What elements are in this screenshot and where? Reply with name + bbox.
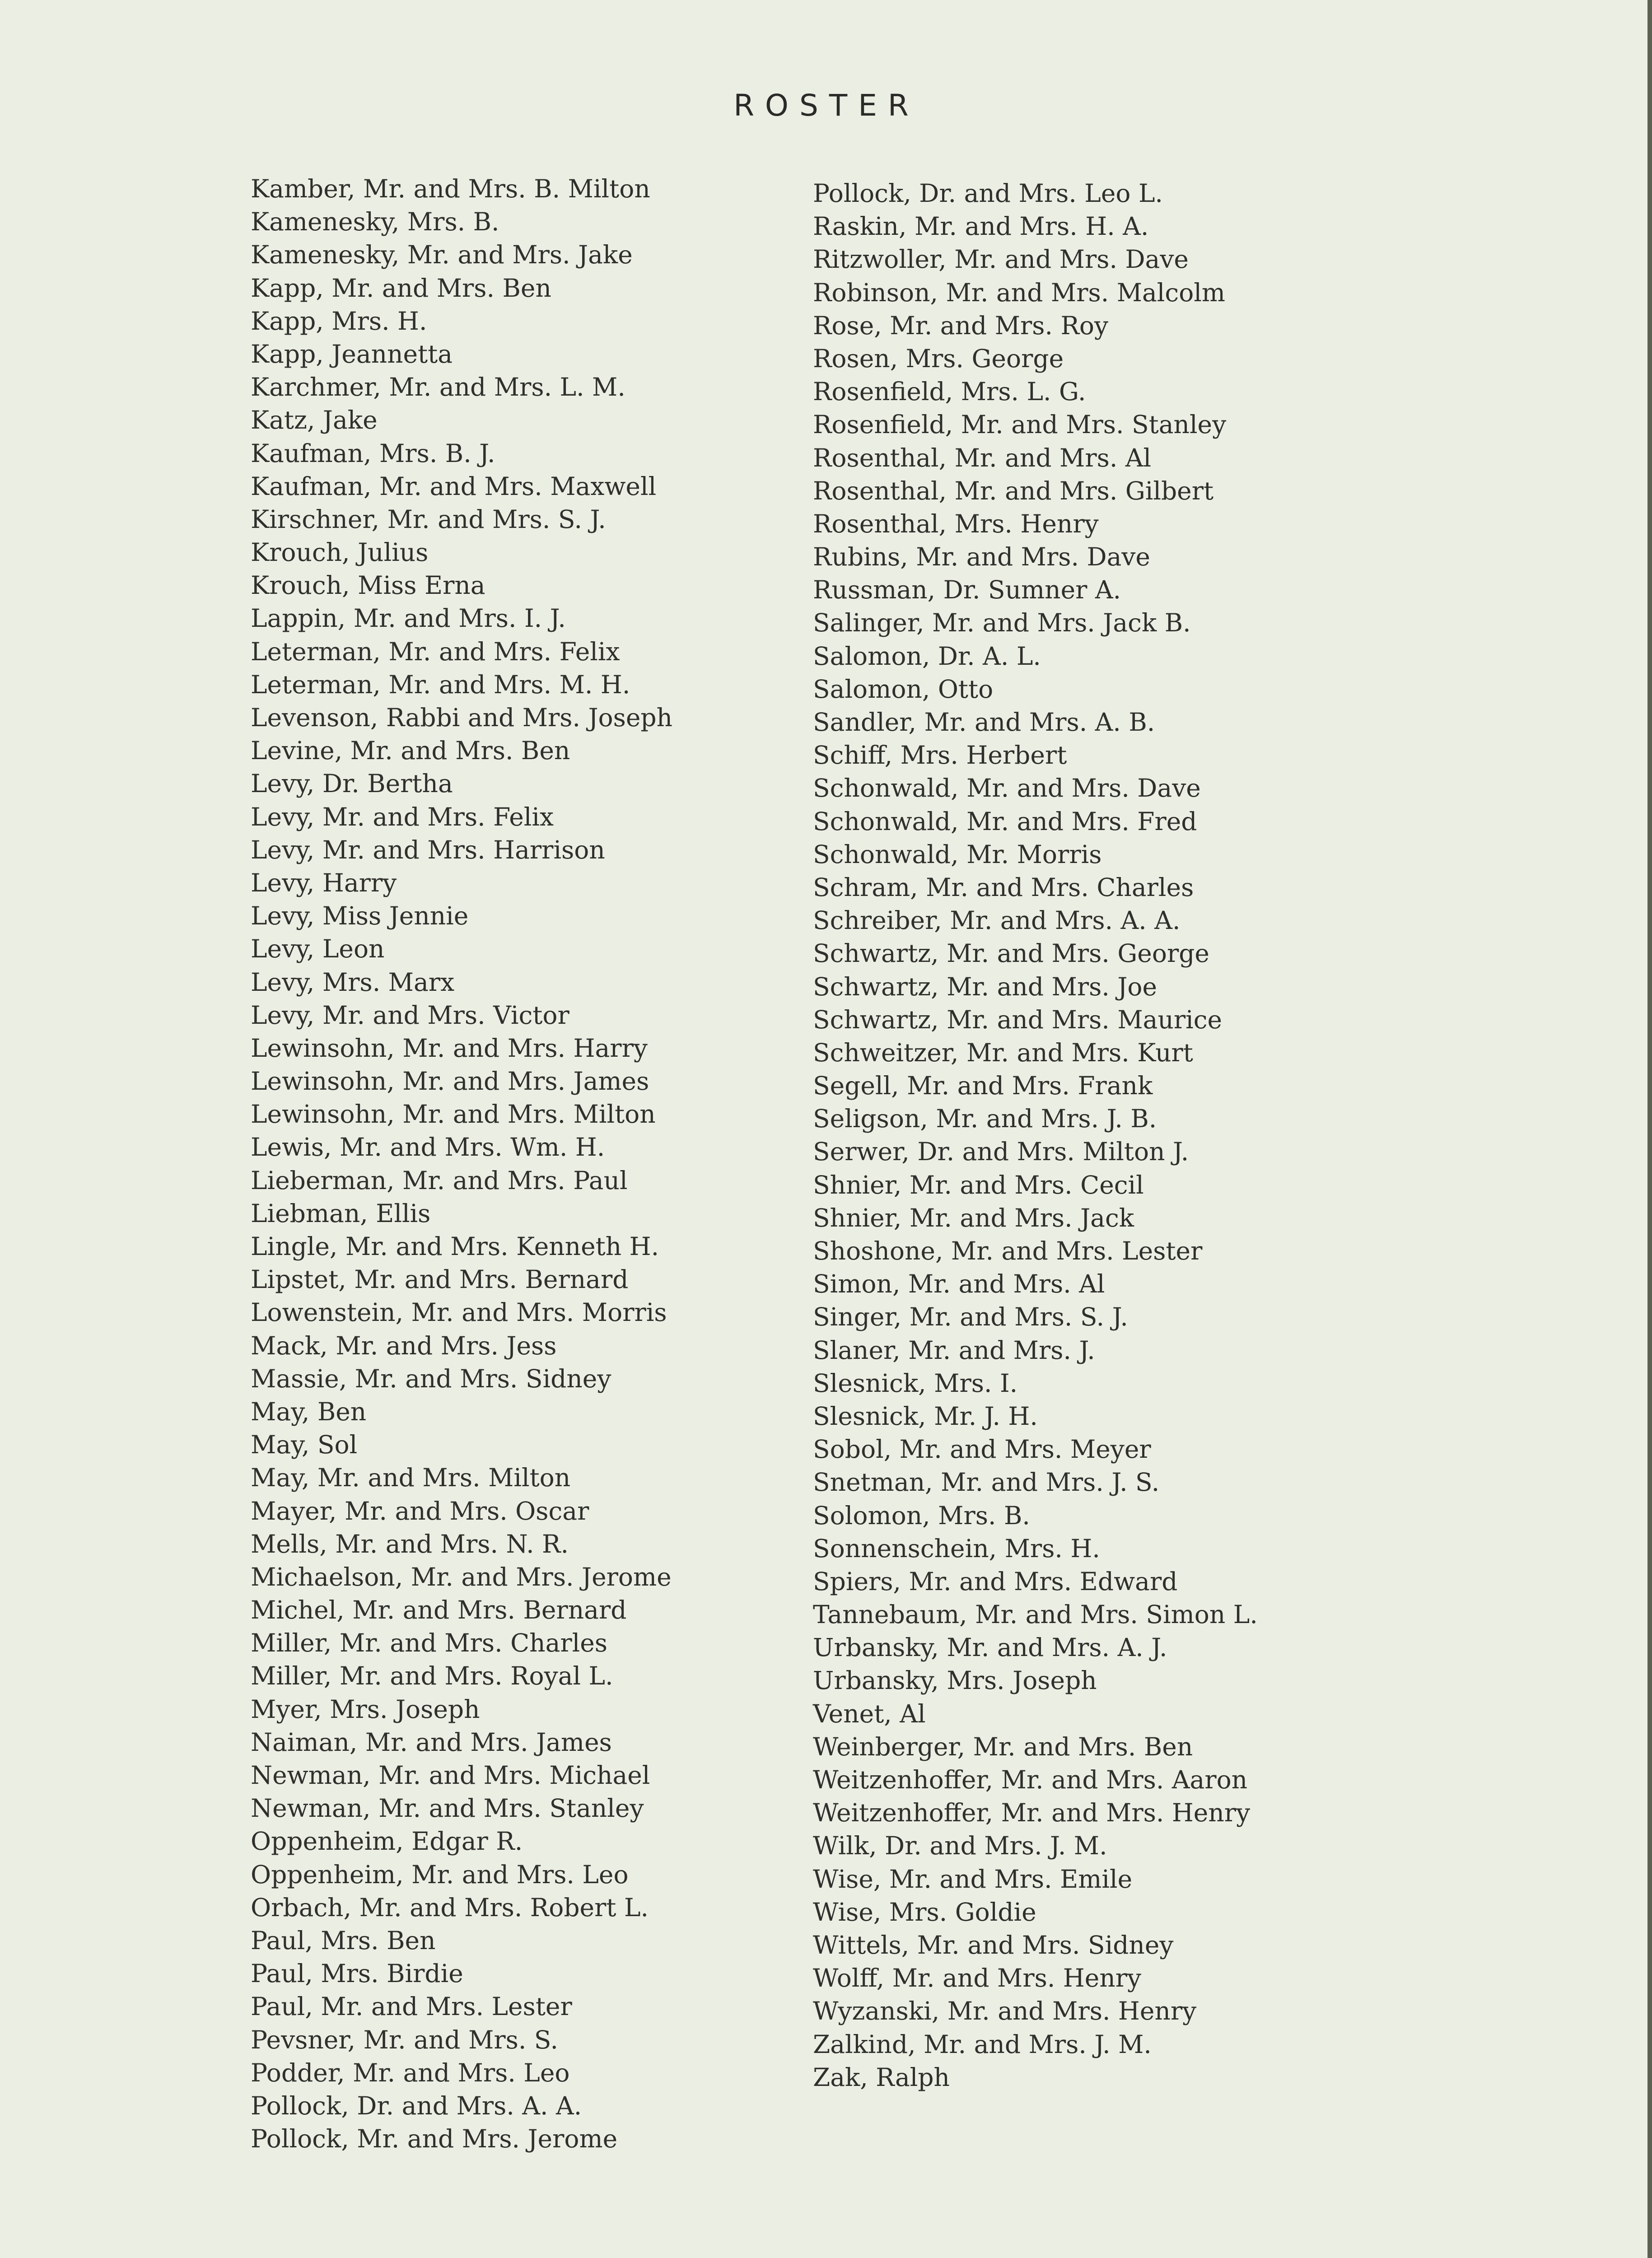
roster-entry: Sobol, Mr. and Mrs. Meyer: [813, 1435, 1151, 1464]
roster-entry: Shnier, Mr. and Mrs. Cecil: [813, 1170, 1144, 1199]
roster-entry: Krouch, Julius: [251, 538, 429, 567]
roster-entry: Venet, Al: [813, 1699, 926, 1728]
roster-entry: Paul, Mrs. Ben: [251, 1926, 436, 1955]
roster-entry: Rubins, Mr. and Mrs. Dave: [813, 542, 1150, 572]
roster-entry: Levy, Leon: [251, 934, 385, 964]
roster-entry: Lewinsohn, Mr. and Mrs. Harry: [251, 1033, 648, 1063]
roster-entry: Sandler, Mr. and Mrs. A. B.: [813, 708, 1155, 737]
roster-entry: Wolff, Mr. and Mrs. Henry: [813, 1964, 1142, 1993]
roster-entry: Urbansky, Mr. and Mrs. A. J.: [813, 1633, 1167, 1662]
roster-entry: Kamenesky, Mr. and Mrs. Jake: [251, 240, 633, 270]
roster-entry: Orbach, Mr. and Mrs. Robert L.: [251, 1893, 649, 1922]
roster-entry: Rosen, Mrs. George: [813, 344, 1064, 373]
roster-entry: Katz, Jake: [251, 406, 378, 435]
roster-entry: Mells, Mr. and Mrs. N. R.: [251, 1529, 569, 1558]
roster-entry: Salomon, Otto: [813, 674, 994, 704]
roster-entry: Segell, Mr. and Mrs. Frank: [813, 1071, 1153, 1101]
roster-entry: Schwartz, Mr. and Mrs. Maurice: [813, 1005, 1223, 1034]
roster-entry: Paul, Mrs. Birdie: [251, 1959, 463, 1988]
roster-entry: Miller, Mr. and Mrs. Charles: [251, 1628, 608, 1658]
roster-entry: Sonnenschein, Mrs. H.: [813, 1534, 1100, 1563]
roster-entry: Rosenfield, Mr. and Mrs. Stanley: [813, 410, 1227, 439]
roster-entry: Kaufman, Mrs. B. J.: [251, 439, 495, 468]
roster-entry: Lappin, Mr. and Mrs. I. J.: [251, 604, 566, 633]
roster-entry: Solomon, Mrs. B.: [813, 1501, 1030, 1530]
roster-entry: Miller, Mr. and Mrs. Royal L.: [251, 1661, 613, 1691]
roster-entry: Kamenesky, Mrs. B.: [251, 207, 499, 237]
roster-entry: Snetman, Mr. and Mrs. J. S.: [813, 1468, 1160, 1497]
roster-entry: Schiff, Mrs. Herbert: [813, 741, 1067, 770]
roster-entry: Levenson, Rabbi and Mrs. Joseph: [251, 703, 673, 732]
roster-entry: Massie, Mr. and Mrs. Sidney: [251, 1364, 611, 1393]
roster-entry: Levy, Mr. and Mrs. Harrison: [251, 835, 605, 864]
roster-entry: Salinger, Mr. and Mrs. Jack B.: [813, 608, 1191, 638]
roster-entry: Levy, Mrs. Marx: [251, 967, 455, 997]
roster-entry: Wise, Mr. and Mrs. Emile: [813, 1864, 1133, 1894]
roster-entry: Pevsner, Mr. and Mrs. S.: [251, 2025, 559, 2054]
roster-entry: Weitzenhoffer, Mr. and Mrs. Aaron: [813, 1765, 1248, 1794]
roster-entry: Kaufman, Mr. and Mrs. Maxwell: [251, 471, 657, 501]
roster-entry: Schweitzer, Mr. and Mrs. Kurt: [813, 1038, 1193, 1067]
roster-entry: Robinson, Mr. and Mrs. Malcolm: [813, 278, 1226, 307]
roster-entry: May, Ben: [251, 1397, 367, 1426]
roster-entry: Oppenheim, Mr. and Mrs. Leo: [251, 1860, 629, 1889]
roster-entry: Michaelson, Mr. and Mrs. Jerome: [251, 1562, 672, 1591]
roster-entry: Weinberger, Mr. and Mrs. Ben: [813, 1732, 1193, 1761]
roster-entry: Singer, Mr. and Mrs. S. J.: [813, 1302, 1128, 1332]
roster-entry: Weitzenhoffer, Mr. and Mrs. Henry: [813, 1798, 1251, 1828]
roster-entry: Shoshone, Mr. and Mrs. Lester: [813, 1236, 1203, 1265]
roster-entry: Michel, Mr. and Mrs. Bernard: [251, 1596, 627, 1625]
roster-entry: Schonwald, Mr. and Mrs. Fred: [813, 807, 1197, 836]
roster-entry: Mayer, Mr. and Mrs. Oscar: [251, 1496, 589, 1526]
roster-entry: Ritzwoller, Mr. and Mrs. Dave: [813, 245, 1189, 274]
roster-entry: Serwer, Dr. and Mrs. Milton J.: [813, 1137, 1189, 1166]
roster-entry: Lowenstein, Mr. and Mrs. Morris: [251, 1298, 667, 1327]
roster-entry: Leterman, Mr. and Mrs. M. H.: [251, 670, 630, 699]
roster-entry: Rose, Mr. and Mrs. Roy: [813, 311, 1109, 340]
roster-entry: Shnier, Mr. and Mrs. Jack: [813, 1203, 1134, 1232]
roster-entry: Kirschner, Mr. and Mrs. S. J.: [251, 504, 606, 534]
roster-entry: Simon, Mr. and Mrs. Al: [813, 1269, 1105, 1299]
roster-entry: Zalkind, Mr. and Mrs. J. M.: [813, 2029, 1152, 2059]
roster-entry: Lewinsohn, Mr. and Mrs. Milton: [251, 1100, 656, 1129]
roster-entry: Levy, Dr. Bertha: [251, 769, 453, 798]
roster-entry: Newman, Mr. and Mrs. Stanley: [251, 1794, 644, 1823]
roster-entry: Salomon, Dr. A. L.: [813, 641, 1041, 671]
page-edge-right: [1647, 0, 1652, 2258]
roster-entry: Schram, Mr. and Mrs. Charles: [813, 872, 1194, 902]
roster-entry: Lewinsohn, Mr. and Mrs. James: [251, 1067, 649, 1096]
roster-entry: Levy, Miss Jennie: [251, 901, 469, 931]
roster-entry: Schwartz, Mr. and Mrs. George: [813, 939, 1209, 968]
roster-entry: Zak, Ralph: [813, 2062, 950, 2092]
roster-column-right: [813, 177, 1258, 2094]
roster-entry: Kapp, Mrs. H.: [251, 306, 427, 336]
roster-entry: Levy, Mr. and Mrs. Victor: [251, 1000, 569, 1030]
roster-entry: Podder, Mr. and Mrs. Leo: [251, 2058, 570, 2087]
roster-entry: Leterman, Mr. and Mrs. Felix: [251, 637, 620, 666]
roster-entry: Rosenthal, Mr. and Mrs. Al: [813, 443, 1152, 472]
roster-column-left: [251, 173, 672, 2155]
roster-entry: Seligson, Mr. and Mrs. J. B.: [813, 1104, 1157, 1134]
roster-entry: Slesnick, Mrs. I.: [813, 1368, 1018, 1398]
roster-entry: Russman, Dr. Sumner A.: [813, 575, 1121, 605]
roster-entry: Wise, Mrs. Goldie: [813, 1897, 1036, 1927]
roster-entry: Schreiber, Mr. and Mrs. A. A.: [813, 906, 1181, 935]
roster-entry: Myer, Mrs. Joseph: [251, 1694, 480, 1724]
roster-entry: Naiman, Mr. and Mrs. James: [251, 1727, 612, 1757]
roster-entry: Levine, Mr. and Mrs. Ben: [251, 736, 570, 765]
roster-entry: May, Mr. and Mrs. Milton: [251, 1463, 571, 1493]
roster-entry: Pollock, Dr. and Mrs. Leo L.: [813, 179, 1163, 208]
roster-entry: Mack, Mr. and Mrs. Jess: [251, 1331, 557, 1360]
roster-entry: Karchmer, Mr. and Mrs. L. M.: [251, 373, 625, 402]
roster-entry: Pollock, Mr. and Mrs. Jerome: [251, 2124, 618, 2154]
roster-entry: Kapp, Mr. and Mrs. Ben: [251, 273, 551, 303]
roster-entry: Rosenthal, Mr. and Mrs. Gilbert: [813, 476, 1214, 505]
roster-entry: Liebman, Ellis: [251, 1199, 431, 1228]
roster-entry: Schonwald, Mr. and Mrs. Dave: [813, 774, 1201, 803]
roster-entry: Oppenheim, Edgar R.: [251, 1827, 523, 1856]
roster-entry: Wyzanski, Mr. and Mrs. Henry: [813, 1997, 1197, 2026]
roster-entry: Wittels, Mr. and Mrs. Sidney: [813, 1930, 1174, 1959]
roster-entry: Slesnick, Mr. J. H.: [813, 1401, 1038, 1431]
roster-entry: Spiers, Mr. and Mrs. Edward: [813, 1567, 1178, 1596]
roster-entry: Schwartz, Mr. and Mrs. Joe: [813, 972, 1157, 1001]
roster-entry: Rosenfield, Mrs. L. G.: [813, 377, 1086, 406]
roster-entry: May, Sol: [251, 1430, 358, 1460]
roster-entry: Slaner, Mr. and Mrs. J.: [813, 1335, 1095, 1365]
roster-entry: Schonwald, Mr. Morris: [813, 840, 1102, 869]
roster-entry: Levy, Mr. and Mrs. Felix: [251, 802, 554, 831]
roster-entry: Lieberman, Mr. and Mrs. Paul: [251, 1166, 628, 1195]
roster-entry: Lingle, Mr. and Mrs. Kenneth H.: [251, 1232, 659, 1261]
roster-entry: Urbansky, Mrs. Joseph: [813, 1666, 1097, 1695]
roster-entry: Tannebaum, Mr. and Mrs. Simon L.: [813, 1600, 1258, 1629]
roster-entry: Kamber, Mr. and Mrs. B. Milton: [251, 174, 650, 203]
roster-entry: Pollock, Dr. and Mrs. A. A.: [251, 2091, 582, 2120]
roster-entry: Raskin, Mr. and Mrs. H. A.: [813, 212, 1149, 241]
roster-entry: Levy, Harry: [251, 868, 397, 897]
page-title: ROSTER: [733, 88, 919, 123]
roster-entry: Rosenthal, Mrs. Henry: [813, 509, 1099, 538]
roster-entry: Paul, Mr. and Mrs. Lester: [251, 1992, 572, 2021]
roster-entry: Newman, Mr. and Mrs. Michael: [251, 1761, 650, 1790]
roster-entry: Krouch, Miss Erna: [251, 571, 485, 600]
roster-entry: Kapp, Jeannetta: [251, 339, 453, 369]
roster-entry: Lipstet, Mr. and Mrs. Bernard: [251, 1265, 629, 1294]
roster-entry: Lewis, Mr. and Mrs. Wm. H.: [251, 1133, 605, 1162]
roster-entry: Wilk, Dr. and Mrs. J. M.: [813, 1831, 1107, 1861]
